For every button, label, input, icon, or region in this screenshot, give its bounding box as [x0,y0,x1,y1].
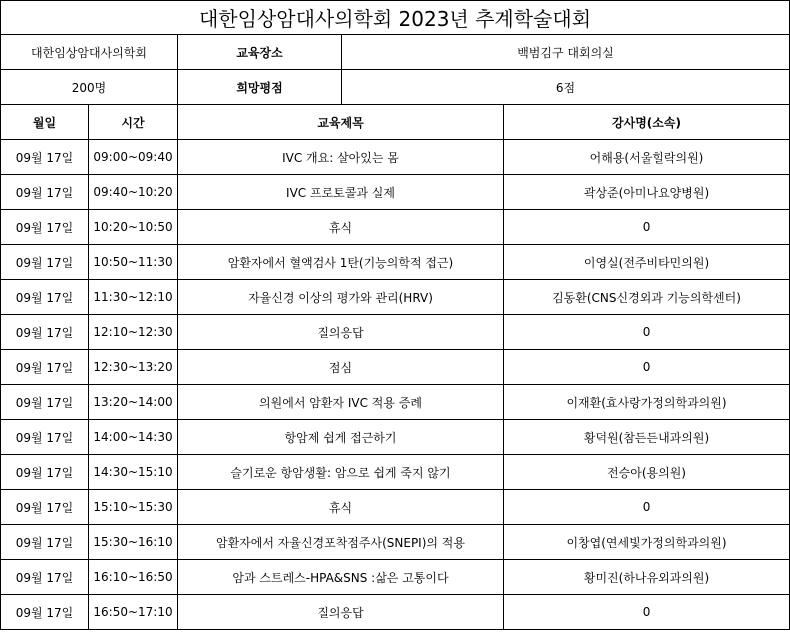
organizer-value: 대한임상암대사의학회 [1,35,178,70]
page-title: 대한임상암대사의학회 2023년 추계학술대회 [1,1,790,35]
row-speaker: 어해용(서울힐락의원) [504,140,790,175]
row-speaker: 이영실(전주비타민의원) [504,245,790,280]
row-speaker: 김동환(CNS신경외과 기능의학센터) [504,280,790,315]
table-row [1,245,790,280]
table-row [1,455,790,490]
row-date: 09월 17일 [1,315,89,350]
table-row [1,175,790,210]
row-subject: 암과 스트레스-HPA&SNS :삶은 고통이다 [178,560,504,595]
row-date: 09월 17일 [1,175,89,210]
table-row [1,315,790,350]
row-date: 09월 17일 [1,595,89,630]
row-subject: 휴식 [178,490,504,525]
table-row [1,280,790,315]
row-speaker: 0 [504,595,790,630]
row-date: 09월 17일 [1,385,89,420]
capacity-value: 200명 [1,70,178,105]
row-speaker: 0 [504,490,790,525]
table-row [1,385,790,420]
row-time: 10:20~10:50 [89,210,178,245]
table-row [1,560,790,595]
row-subject: IVC 개요: 살아있는 몸 [178,140,504,175]
table-row [1,210,790,245]
row-subject: 슬기로운 항암생활: 암으로 쉽게 죽지 않기 [178,455,504,490]
table-row [1,350,790,385]
row-time: 16:10~16:50 [89,560,178,595]
row-date: 09월 17일 [1,280,89,315]
row-subject: 점심 [178,350,504,385]
row-time: 10:50~11:30 [89,245,178,280]
column-header-speaker: 강사명(소속) [504,105,790,140]
row-speaker: 이재환(효사랑가정의학과의원) [504,385,790,420]
row-subject: 암환자에서 자율신경포착점주사(SNEPI)의 적용 [178,525,504,560]
row-date: 09월 17일 [1,560,89,595]
column-header-time: 시간 [89,105,178,140]
row-speaker: 0 [504,315,790,350]
row-time: 13:20~14:00 [89,385,178,420]
row-time: 11:30~12:10 [89,280,178,315]
row-speaker: 전승아(용의원) [504,455,790,490]
row-speaker: 이창엽(연세빛가정의학과의원) [504,525,790,560]
row-speaker: 0 [504,210,790,245]
row-date: 09월 17일 [1,490,89,525]
row-date: 09월 17일 [1,245,89,280]
row-speaker: 황미진(하나유외과의원) [504,560,790,595]
row-time: 14:00~14:30 [89,420,178,455]
score-label: 희망평점 [178,70,342,105]
column-header-subject: 교육제목 [178,105,504,140]
row-time: 15:10~15:30 [89,490,178,525]
row-subject: 항암제 쉽게 접근하기 [178,420,504,455]
row-time: 14:30~15:10 [89,455,178,490]
row-time: 12:30~13:20 [89,350,178,385]
venue-label: 교육장소 [178,35,342,70]
row-subject: 의원에서 암환자 IVC 적용 증례 [178,385,504,420]
row-time: 12:10~12:30 [89,315,178,350]
table-row [1,525,790,560]
row-subject: IVC 프로토콜과 실제 [178,175,504,210]
table-row [1,595,790,630]
row-date: 09월 17일 [1,350,89,385]
row-speaker: 0 [504,350,790,385]
row-date: 09월 17일 [1,420,89,455]
table-row [1,420,790,455]
row-time: 09:00~09:40 [89,140,178,175]
row-speaker: 곽상준(아미나요양병원) [504,175,790,210]
row-subject: 암환자에서 혈액검사 1탄(기능의학적 접근) [178,245,504,280]
row-date: 09월 17일 [1,525,89,560]
score-value: 6점 [342,70,790,105]
row-time: 09:40~10:20 [89,175,178,210]
row-time: 16:50~17:10 [89,595,178,630]
row-subject: 휴식 [178,210,504,245]
row-subject: 질의응답 [178,315,504,350]
row-date: 09월 17일 [1,140,89,175]
table-row [1,490,790,525]
column-header-date: 월일 [1,105,89,140]
row-date: 09월 17일 [1,455,89,490]
row-date: 09월 17일 [1,210,89,245]
header-row [1,105,790,140]
row-time: 15:30~16:10 [89,525,178,560]
row-speaker: 황덕원(참든든내과의원) [504,420,790,455]
row-subject: 질의응답 [178,595,504,630]
row-subject: 자율신경 이상의 평가와 관리(HRV) [178,280,504,315]
table-row [1,140,790,175]
venue-value: 백범김구 대회의실 [342,35,790,70]
